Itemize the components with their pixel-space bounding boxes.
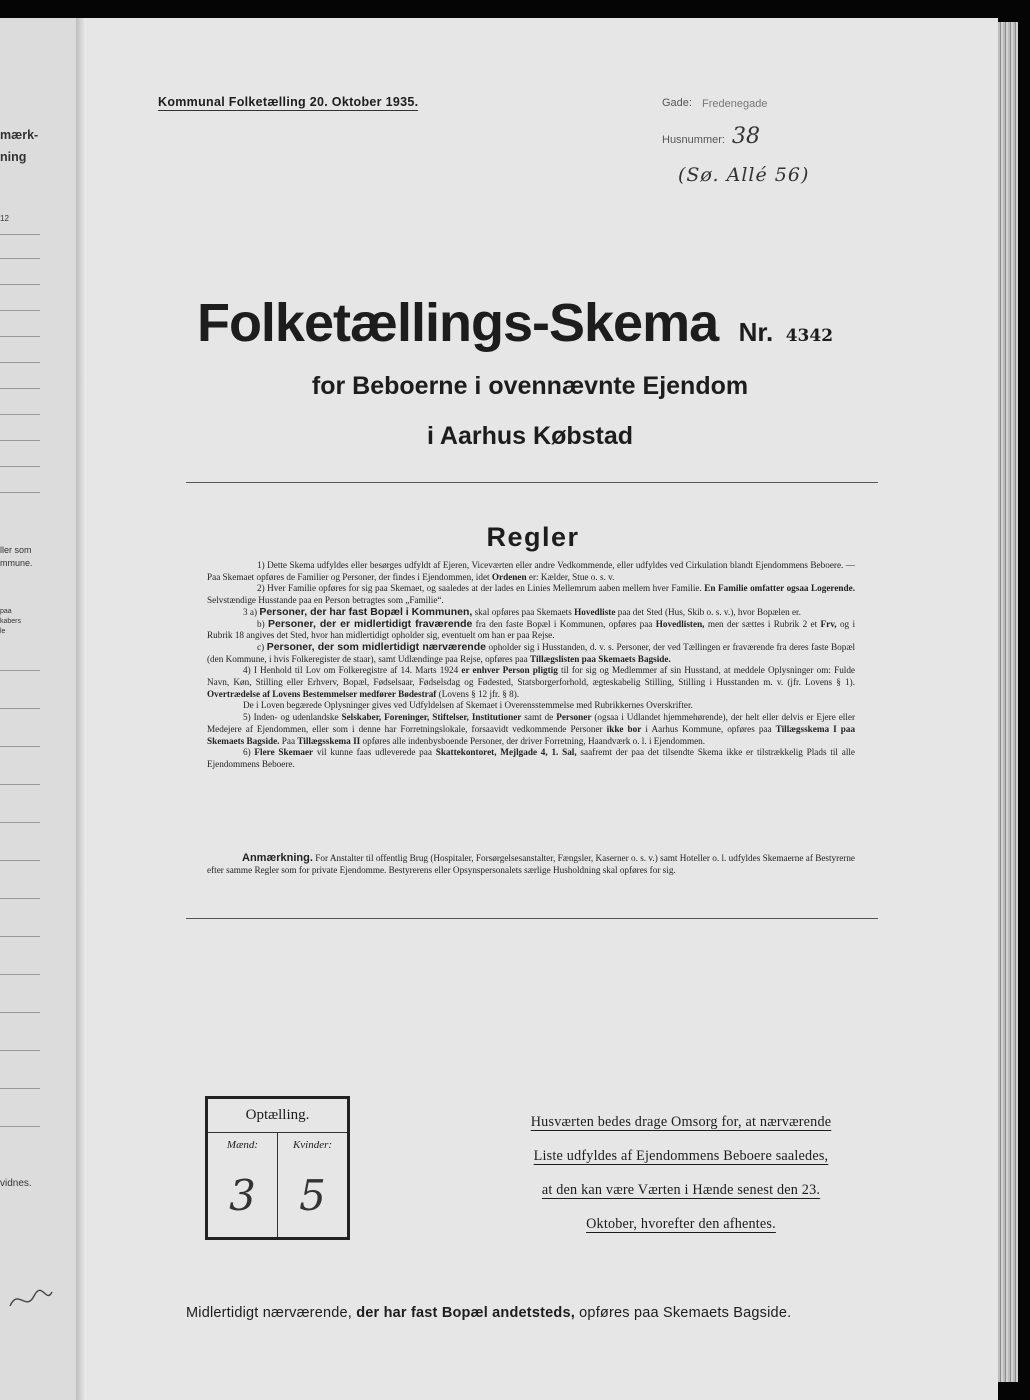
- left-rule: [0, 860, 40, 861]
- book-spine: [76, 18, 86, 1400]
- left-rule: [0, 822, 40, 823]
- left-rule: [0, 1126, 40, 1127]
- form-title-main: Folketællings-Skema: [196, 293, 719, 353]
- subtitle-town: i Aarhus Købstad: [426, 422, 634, 450]
- left-rule: [0, 1012, 40, 1013]
- page-stack-edge: [998, 22, 1018, 1382]
- left-fragment: 12: [0, 214, 9, 223]
- left-signature-scribble: [6, 1278, 56, 1318]
- rule-3b: b) Personer, der er midlertidigt fraværende fra den faste Bopæl i Kommunen, opføres paa Hovedlisten, men der sættes i Rubrik 2 et Frv, og i Rubrik 18 angives det Sted, hvor han midlertidigt opholder sig, eventuelt om han er paa Rejse.: [207, 617, 856, 641]
- house-number-value: 38: [732, 124, 760, 149]
- left-fragment: mærk-: [0, 128, 39, 142]
- rule-4-continued: De i Loven begærede Oplysninger gives ved Udfyldelsen af Skemaet i Overensstemmelse med Rubrikkernes Overskrifter.: [243, 700, 693, 711]
- left-fragment: vidnes.: [0, 1178, 32, 1189]
- notice-line: Liste udfyldes af Ejendommens Beboere saaledes,: [533, 1148, 829, 1164]
- form-number-label: Nr.: [738, 317, 774, 347]
- handwritten-address-note: (Sø. Allé 56): [678, 164, 810, 186]
- house-number-label: Husnummer:: [662, 134, 725, 146]
- left-rule: [0, 784, 40, 785]
- divider: [186, 482, 878, 483]
- men-count: 3: [229, 1171, 256, 1220]
- census-header-line: Kommunal Folketælling 20. Oktober 1935.: [158, 95, 419, 109]
- rule-4: 4) I Henhold til Lov om Folkeregistre af 14. Marts 1924 er enhver Person pligtig til for sig og Medlemmer af sin Husstand, at meddele Oplysninger om: Fulde Navn, Køn, Stilling eller Erhverv, Bopæl, Fødselsaar, Fødselsdag og Fødested, Statsborgerforhold, ægteskabelig Stilling, Stilling i Husstanden m. v. (jfr. Lovens § 1). Overtrædelse af Lovens Bestemmelser medfører Bødestraf (Lovens § 12 jfr. § 8).: [207, 665, 856, 699]
- left-facing-page: [0, 18, 78, 1400]
- street-value: Fredenegade: [702, 98, 768, 110]
- street-label: Gade:: [662, 97, 692, 109]
- remark-paragraph: [207, 852, 855, 876]
- remark-label: Anmærkning.: [242, 852, 313, 864]
- left-fragment: le: [0, 628, 6, 635]
- left-fragment: ning: [0, 150, 27, 164]
- rule-6: 6) Flere Skemaer vil kunne faas udleverede paa Skattekontoret, Mejlgade 4, 1. Sal, saafremt der paa det tilsendte Skema ikke er tilstrækkelig Plads til alle Ejendommens Beboere.: [207, 747, 856, 769]
- left-rule: [0, 284, 40, 285]
- left-fragment: kabers: [0, 618, 22, 625]
- left-rule: [0, 708, 40, 709]
- left-rule: [0, 670, 40, 671]
- left-fragment: ller som: [0, 545, 32, 555]
- left-rule: [0, 1050, 40, 1051]
- rule-3a: 3 a) Personer, der har fast Bopæl i Kommunen, skal opføres paa Skemaets Hovedliste paa det Sted (Hus, Skib o. s. v.), hvor Bopælen er.: [243, 605, 801, 618]
- form-number-value: 4342: [785, 326, 834, 346]
- left-rule: [0, 414, 40, 415]
- rule-3c: c) Personer, der som midlertidigt nærværende opholder sig i Husstanden, d. v. s. Personer, der ved Tællingen er fraværende fra deres faste Bopæl (den Kommune, i hvis Folkeregister de staar), samt Udlændinge paa Rejse, opføres paa Tillægslisten paa Skemaets Bagside.: [207, 640, 856, 664]
- form-title: [0, 292, 1030, 354]
- rules-heading: Regler: [486, 522, 580, 552]
- left-rule: [0, 974, 40, 975]
- women-label: Kvinder:: [292, 1139, 333, 1151]
- rules-text: [207, 560, 855, 771]
- left-rule: [0, 1088, 40, 1089]
- left-rule: [0, 362, 40, 363]
- divider: [186, 918, 878, 919]
- count-box: [205, 1096, 350, 1240]
- landlord-notice: [500, 1105, 862, 1241]
- subtitle-residents: for Beboerne i ovennævnte Ejendom: [311, 372, 749, 400]
- left-rule: [0, 936, 40, 937]
- rule-5: 5) Inden- og udenlandske Selskaber, Foreninger, Stiftelser, Institutioner samt de Personer (ogsaa i Udlandet hjemmehørende), der helt eller delvis er Ejere eller Medejere af Ejendommen, eller som i denne har Forretningslokale, forsaavidt vedkommende Personer ikke bor i Aarhus Kommune, opføres paa Tillægsskema I paa Skemaets Bagside. Paa Tillægsskema II opføres alle indenbysboende Personer, der driver Forretning, Haandværk o. l. i Ejendommen.: [207, 712, 856, 746]
- remark-text: For Anstalter til offentlig Brug (Hospitaler, Forsørgelsesanstalter, Fængsler, Kaserner o. s. v.) samt Hoteller o. l. udfyldes Skemaerne af Bestyrerne efter samme Regler som for private Ejendomme. Bestyrerens eller Opsynspersonalets særlige Husholdning skal opføres for sig.: [207, 853, 856, 875]
- left-fragment: paa: [0, 608, 12, 615]
- left-rule: [0, 234, 40, 235]
- left-rule: [0, 898, 40, 899]
- count-box-title: Optælling.: [245, 1107, 310, 1123]
- left-fragment: mmune.: [0, 558, 33, 568]
- left-rule: [0, 492, 40, 493]
- notice-line: Husværten bedes drage Omsorg for, at nærværende: [530, 1114, 832, 1130]
- footer-note: Midlertidigt nærværende, der har fast Bopæl andetsteds, opføres paa Skemaets Bagside.: [186, 1305, 792, 1321]
- rule-1: 1) Dette Skema udfyldes eller besørges udfyldt af Ejeren, Viceværten eller andre Vedkommende, eller udfyldes ved Cirkulation blandt Ejendommens Beboere. — Paa Skemaet opføres de Familier og Personer, der findes i Ejendommen, idet Ordenen er: Kælder, Stue o. s. v.: [207, 560, 855, 582]
- rule-2: 2) Hver Familie opføres for sig paa Skemaet, og saaledes at der lades en Linies Mellemrum aaben mellem hver Familie. En Familie omfatter ogsaa Logerende. Selvstændige Husstande paa en Person betragtes som „Familie“.: [207, 583, 855, 606]
- left-rule: [0, 466, 40, 467]
- left-rule: [0, 258, 40, 259]
- notice-line: Oktober, hvorefter den afhentes.: [586, 1216, 776, 1232]
- notice-line: at den kan være Værten i Hænde senest den 23.: [541, 1182, 821, 1198]
- left-rule: [0, 746, 40, 747]
- women-count: 5: [299, 1171, 326, 1220]
- men-label: Mænd:: [226, 1139, 259, 1151]
